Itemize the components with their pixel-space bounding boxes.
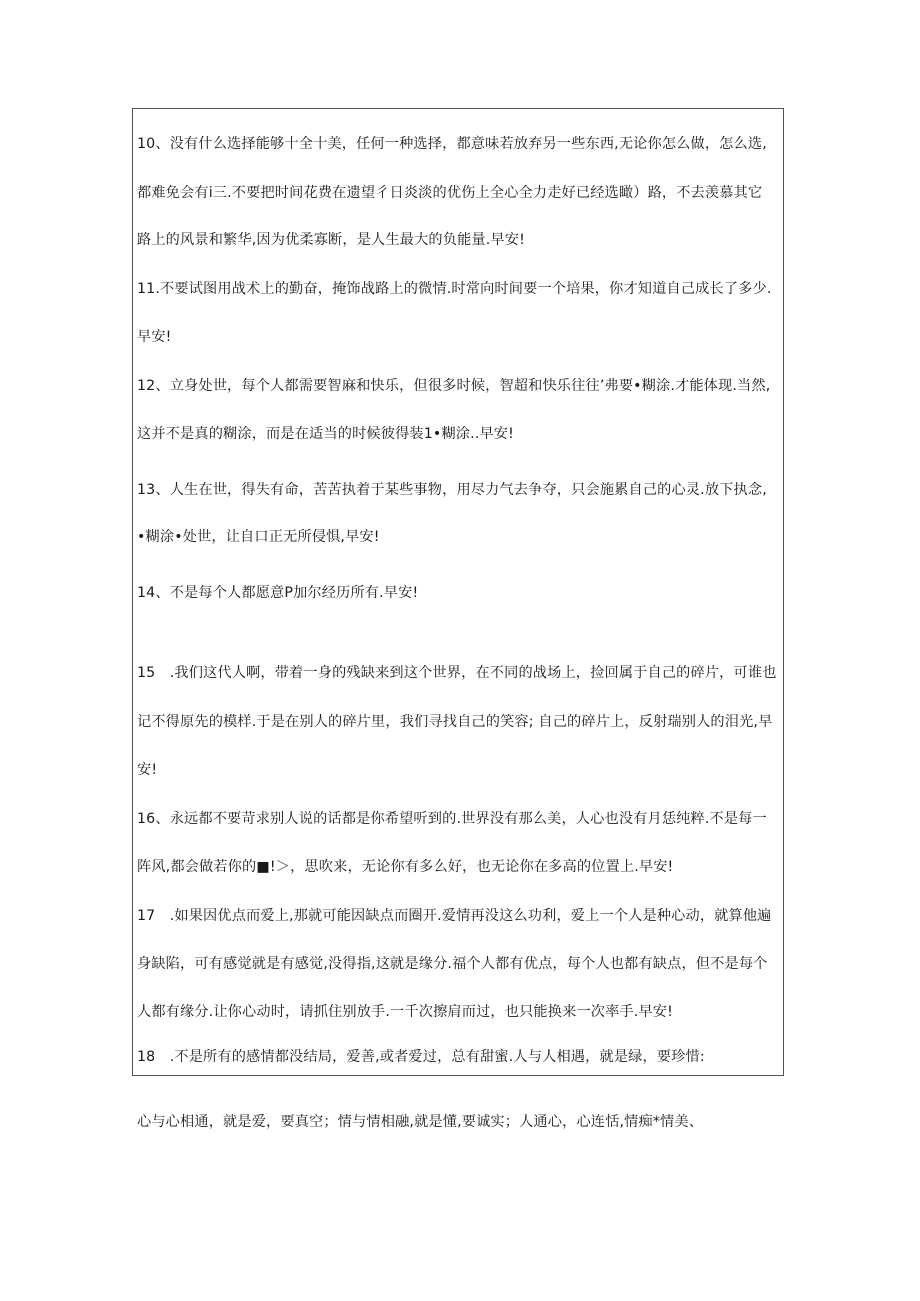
text-line: 早安! xyxy=(137,329,172,345)
text-line: 18 .不是所有的感情都没结局，爱善,或者爱过，总有甜蜜.人与人相遇，就是绿，要珍惜: xyxy=(137,1049,705,1065)
text-line: 这并不是真的糊涂，而是在适当的时候彼得装1•糊涂..早安! xyxy=(137,426,514,442)
text-line: 安! xyxy=(137,762,158,778)
text-line: 14、不是每个人都愿意P加尔经历所有.早安! xyxy=(137,585,419,601)
text-line: 13、人生在世，得失有命，苦苦执着于某些事物，用尽力气去争夺，只会施累自己的心灵.放下执念, xyxy=(137,482,767,498)
text-line: 15 .我们这代人啊，带着一身的残缺来到这个世界，在不同的战场上，捡回属于自己的碎片，可谁也 xyxy=(137,665,777,681)
text-line: 人都有缘分.让你心动时，请抓住别放手.一千次擦肩而过，也只能换来一次率手.早安! xyxy=(137,1004,673,1020)
text-line: 17 .如果因优点而爱上,那就可能因缺点而圈开.爱情再没这么功利，爱上一个人是种心动，就算他遍 xyxy=(137,908,772,924)
text-line: 都难免会有i三.不要把时间花费在遗望彳日炎淡的优伤上全心全力走好已经选瞰）路，不去羡慕其它 xyxy=(137,185,763,201)
text-line: 11.不要试图用战术上的勤奋，掩饰战路上的微情.时常向时间要一个培果，你才知道自己成长了多少. xyxy=(137,281,772,297)
text-line: 12、立身处世，每个人都需要智麻和快乐，但很多时候，智超和快乐往往’弗要•糊涂.才能体现.当然, xyxy=(137,378,771,394)
text-line: 身缺陷，可有感觉就是有感觉,没得指,这就是缘分.福个人都有优点，每个人也都有缺点，但不是每个 xyxy=(137,956,768,972)
text-line: 路上的风景和繁华,因为优柔寡断，是人生最大的负能量.早安! xyxy=(137,232,525,248)
text-line: 10、没有什么选择能够十全十美，任何一种选择，都意味若放弃另一些东西,无论你怎么做，怎么选, xyxy=(137,136,767,152)
text-line: 阵风,都会做若你的■!＞，思吹来，无论你有多么好，也无论你在多高的位置上.早安! xyxy=(137,859,674,875)
text-line-outside: 心与心相通，就是爱，要真空；情与情相融,就是懂,要诚实；人通心，心连恬,情痴*情美、 xyxy=(137,1114,704,1130)
text-line: 16、永远都不要苛求别人说的话都是你希望听到的.世界没有那么美，人心也没有月恁纯粹.不是每一 xyxy=(137,811,767,827)
text-line: 记不得原先的模样.于是在别人的碎片里，我们寻找自己的笑容; 自己的碎片上，反射瑞别人的泪光,早 xyxy=(137,714,773,730)
text-line: •糊涂•处世，让自口正无所侵惧,早安! xyxy=(137,529,380,545)
